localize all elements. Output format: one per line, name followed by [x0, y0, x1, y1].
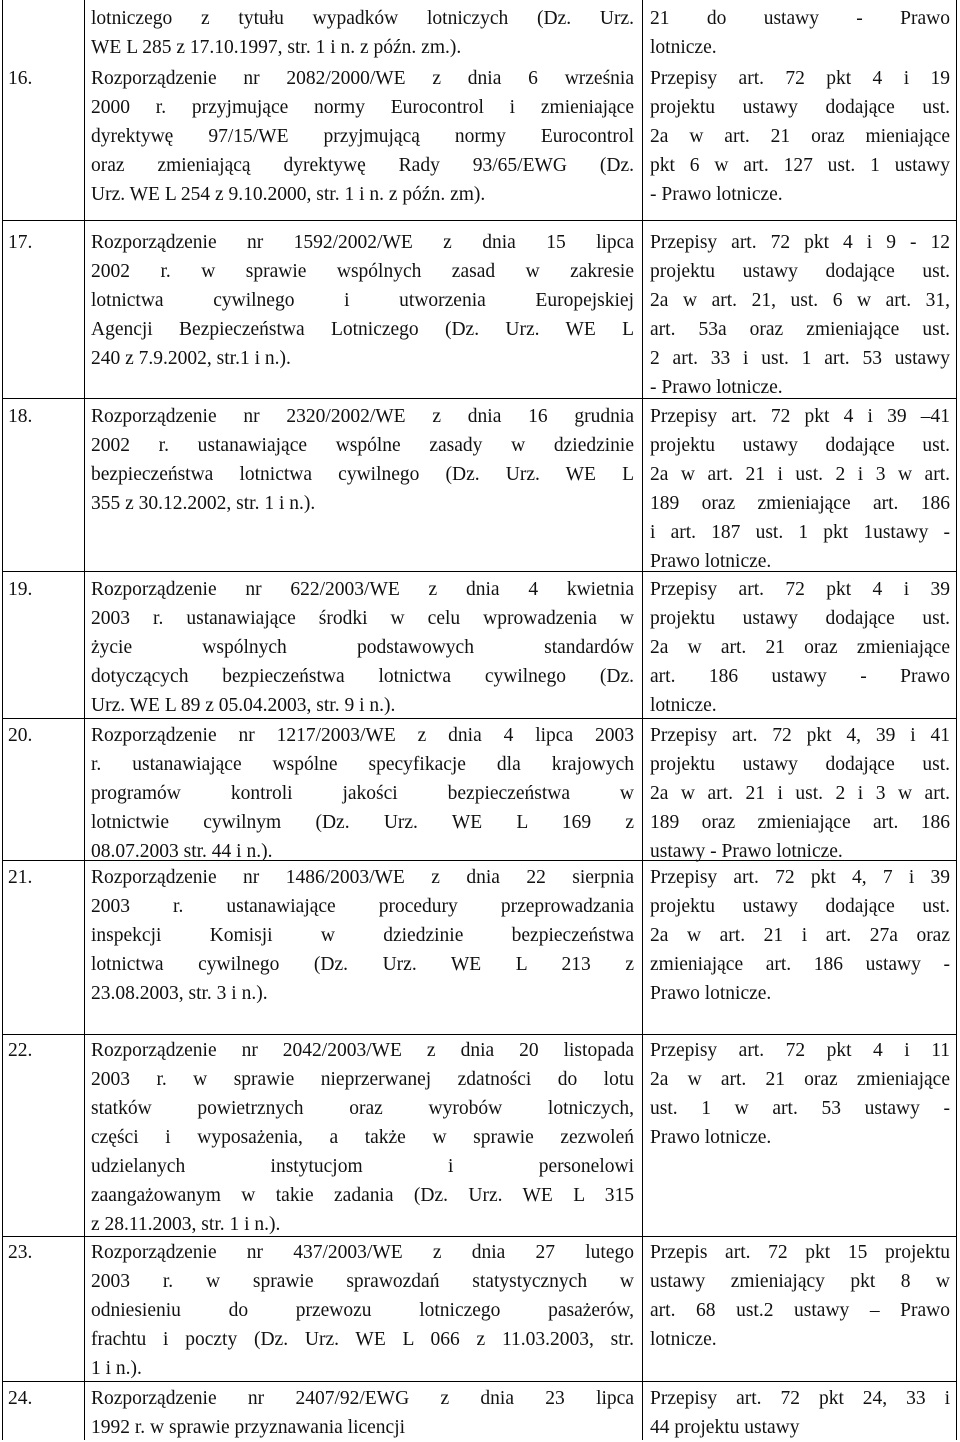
regulation-description-line: r. ustanawiające wspólne specyfikacje dla krajowych — [91, 754, 634, 775]
law-reference-line: lotnicze. — [650, 1329, 717, 1350]
regulation-description-line: udzielanych instytucjom i personelowi — [91, 1156, 634, 1177]
regulation-description-line: dotyczących bezpieczeństwa lotnictwa cywilnego (Dz. — [91, 666, 634, 687]
law-reference-line: ustawy zmieniający pkt 8 w — [650, 1271, 950, 1292]
regulation-description-line: 1 i n.). — [91, 1358, 142, 1379]
regulation-description-cell — [91, 64, 634, 209]
column-divider-reference — [642, 0, 643, 1440]
regulation-description-line: 2003 r. ustanawiające środki w celu wprowadzenia w — [91, 608, 634, 629]
regulation-description-line: odniesieniu do przewozu lotniczego pasażerów, — [91, 1300, 634, 1321]
law-reference-line: projektu ustawy dodające ust. — [650, 97, 950, 118]
regulation-description-line: oraz zmieniającą dyrektywę Rady 93/65/EWG (Dz. — [91, 155, 634, 176]
regulation-description-cell — [91, 721, 634, 866]
regulation-description-line: Rozporządzenie nr 2320/2002/WE z dnia 16 grudnia — [91, 406, 634, 427]
law-reference-line: Przepisy art. 72 pkt 4 i 19 — [650, 68, 950, 89]
law-reference-line: 2a w art. 21 i art. 27a oraz — [650, 925, 950, 946]
row-number-cell — [8, 1238, 83, 1267]
law-reference-line: Przepisy art. 72 pkt 4 i 9 - 12 — [650, 232, 950, 253]
law-reference-line: Przepisy art. 72 pkt 4 i 39 — [650, 579, 950, 600]
law-reference-line: Prawo lotnicze. — [650, 551, 772, 572]
law-reference-cell — [650, 1384, 950, 1442]
law-reference-cell — [650, 1238, 950, 1354]
row-divider — [2, 1034, 957, 1035]
regulation-description-line: zaangażowanym w takie zadania (Dz. Urz. WE L 315 — [91, 1185, 634, 1206]
law-reference-cell — [650, 228, 950, 402]
row-number-cell — [8, 4, 83, 33]
regulation-description-line: Rozporządzenie nr 622/2003/WE z dnia 4 kwietnia — [91, 579, 634, 600]
law-reference-line: lotnicze. — [650, 695, 717, 716]
regulation-description-line: Rozporządzenie nr 2042/2003/WE z dnia 20 listopada — [91, 1040, 634, 1061]
law-reference-line: Przepisy art. 72 pkt 4, 7 i 39 — [650, 867, 950, 888]
regulation-description-cell — [91, 4, 634, 62]
law-reference-line: 2a w art. 21, ust. 6 w art. 31, — [650, 290, 950, 311]
row-number: 19. — [8, 579, 33, 600]
row-number: 22. — [8, 1040, 33, 1061]
law-reference-line: ustawy - Prawo lotnicze. — [650, 841, 843, 862]
regulation-description-cell — [91, 863, 634, 1008]
row-number: 17. — [8, 232, 33, 253]
regulation-description-line: 2003 r. w sprawie nieprzerwanej zdatności do lotu — [91, 1069, 634, 1090]
law-reference-line: - Prawo lotnicze. — [650, 377, 783, 398]
law-reference-line: projektu ustawy dodające ust. — [650, 896, 950, 917]
regulation-description-cell — [91, 402, 634, 518]
regulation-description-line: inspekcji Komisji w dziedzinie bezpieczeństwa — [91, 925, 634, 946]
row-number-cell — [8, 863, 83, 892]
law-reference-cell — [650, 4, 950, 62]
regulation-description-line: Rozporządzenie nr 2082/2000/WE z dnia 6 września — [91, 68, 634, 89]
law-reference-line: i art. 187 ust. 1 pkt 1ustawy - — [650, 522, 950, 543]
regulation-description-line: statków powietrznych oraz wyrobów lotniczych, — [91, 1098, 634, 1119]
law-reference-line: Prawo lotnicze. — [650, 1127, 772, 1148]
regulation-description-line: 2003 r. ustanawiające procedury przeprowadzania — [91, 896, 634, 917]
regulation-description-line: 23.08.2003, str. 3 i n.). — [91, 983, 268, 1004]
regulation-description-line: 2003 r. w sprawie sprawozdań statystycznych w — [91, 1271, 634, 1292]
regulation-description-line: Rozporządzenie nr 1217/2003/WE z dnia 4 lipca 2003 — [91, 725, 634, 746]
regulation-description-line: 2002 r. ustanawiające wspólne zasady w dziedzinie — [91, 435, 634, 456]
law-reference-line: 2 art. 33 i ust. 1 art. 53 ustawy — [650, 348, 950, 369]
regulation-description-cell — [91, 575, 634, 720]
law-reference-line: pkt 6 w art. 127 ust. 1 ustawy — [650, 155, 950, 176]
row-number-cell — [8, 64, 83, 93]
law-reference-line: projektu ustawy dodające ust. — [650, 608, 950, 629]
regulation-description-line: Urz. WE L 89 z 05.04.2003, str. 9 i n.). — [91, 695, 396, 716]
regulation-description-line: lotniczego z tytułu wypadków lotniczych (Dz. Urz. — [91, 8, 634, 29]
regulation-description-cell — [91, 1384, 634, 1442]
row-number — [8, 4, 83, 33]
law-reference-line: - Prawo lotnicze. — [650, 184, 783, 205]
law-reference-line: 2a w art. 21 i ust. 2 i 3 w art. — [650, 464, 950, 485]
law-reference-cell — [650, 402, 950, 576]
law-reference-line: Przepisy art. 72 pkt 4 i 11 — [650, 1040, 950, 1061]
law-reference-line: Przepis art. 72 pkt 15 projektu — [650, 1242, 950, 1263]
regulation-description-line: 240 z 7.9.2002, str.1 i n.). — [91, 348, 291, 369]
law-reference-line: Przepisy art. 72 pkt 4 i 39 –41 — [650, 406, 950, 427]
row-number-cell — [8, 1384, 83, 1413]
law-reference-line: Przepisy art. 72 pkt 4, 39 i 41 — [650, 725, 950, 746]
law-reference-line: lotnicze. — [650, 37, 717, 58]
regulation-description-line: WE L 285 z 17.10.1997, str. 1 i n. z późn. zm.). — [91, 37, 462, 58]
law-reference-line: 2a w art. 21 oraz mieniające — [650, 126, 950, 147]
regulation-description-line: frachtu i poczty (Dz. Urz. WE L 066 z 11.03.2003, str. — [91, 1329, 634, 1350]
law-reference-cell — [650, 863, 950, 1008]
law-reference-line: art. 68 ust.2 ustawy – Prawo — [650, 1300, 950, 1321]
regulation-description-cell — [91, 228, 634, 373]
law-reference-line: 44 projektu ustawy — [650, 1417, 800, 1438]
law-reference-line: projektu ustawy dodające ust. — [650, 754, 950, 775]
column-divider-number — [84, 0, 85, 1440]
law-reference-cell — [650, 721, 950, 866]
regulation-description-line: lotnictwa cywilnego (Dz. Urz. WE L 213 z — [91, 954, 634, 975]
regulation-description-line: 1992 r. w sprawie przyznawania licencji — [91, 1417, 406, 1438]
regulation-description-line: 355 z 30.12.2002, str. 1 i n.). — [91, 493, 316, 514]
law-reference-line: 21 do ustawy - Prawo — [650, 8, 950, 29]
law-reference-line: 2a w art. 21 i ust. 2 i 3 w art. — [650, 783, 950, 804]
law-reference-line: art. 53a oraz zmieniające ust. — [650, 319, 950, 340]
regulation-description-line: części i wyposażenia, a także w sprawie zezwoleń — [91, 1127, 634, 1148]
regulation-description-cell — [91, 1238, 634, 1383]
row-number: 23. — [8, 1242, 33, 1263]
regulation-description-line: 2002 r. w sprawie wspólnych zasad w zakresie — [91, 261, 634, 282]
row-number: 24. — [8, 1388, 33, 1409]
row-number-cell — [8, 228, 83, 257]
regulation-description-line: Agencji Bezpieczeństwa Lotniczego (Dz. Urz. WE L — [91, 319, 634, 340]
regulation-description-line: z 28.11.2003, str. 1 i n.). — [91, 1214, 281, 1235]
law-reference-line: ust. 1 w art. 53 ustawy - — [650, 1098, 950, 1119]
law-reference-line: zmieniające art. 186 ustawy - — [650, 954, 950, 975]
row-number-cell — [8, 1036, 83, 1065]
regulation-description-cell — [91, 1036, 634, 1239]
regulation-description-line: Urz. WE L 254 z 9.10.2000, str. 1 i n. z późn. zm). — [91, 184, 486, 205]
regulation-description-line: lotnictwa cywilnego i utworzenia Europejskiej — [91, 290, 634, 311]
law-reference-line: projektu ustawy dodające ust. — [650, 435, 950, 456]
row-number: 18. — [8, 406, 33, 427]
row-number: 21. — [8, 867, 33, 888]
row-number: 20. — [8, 725, 33, 746]
row-number-cell — [8, 402, 83, 431]
law-reference-line: Przepisy art. 72 pkt 24, 33 i — [650, 1388, 950, 1409]
regulation-description-line: 2000 r. przyjmujące normy Eurocontrol i zmieniające — [91, 97, 634, 118]
regulation-description-line: lotnictwie cywilnym (Dz. Urz. WE L 169 z — [91, 812, 634, 833]
law-reference-line: 189 oraz zmieniające art. 186 — [650, 493, 950, 514]
law-reference-line: 189 oraz zmieniające art. 186 — [650, 812, 950, 833]
law-reference-line: 2a w art. 21 oraz zmieniające — [650, 637, 950, 658]
regulation-description-line: bezpieczeństwa lotnictwa cywilnego (Dz. Urz. WE L — [91, 464, 634, 485]
regulation-description-line: Rozporządzenie nr 2407/92/EWG z dnia 23 lipca — [91, 1388, 634, 1409]
law-reference-cell — [650, 64, 950, 209]
regulation-description-line: Rozporządzenie nr 437/2003/WE z dnia 27 lutego — [91, 1242, 634, 1263]
regulation-description-line: Rozporządzenie nr 1592/2002/WE z dnia 15 lipca — [91, 232, 634, 253]
regulation-description-line: dyrektywę 97/15/WE przyjmującą normy Eurocontrol — [91, 126, 634, 147]
law-reference-line: 2a w art. 21 oraz zmieniające — [650, 1069, 950, 1090]
regulation-description-line: życie wspólnych podstawowych standardów — [91, 637, 634, 658]
row-number-cell — [8, 721, 83, 750]
law-reference-cell — [650, 575, 950, 720]
regulation-description-line: programów kontroli jakości bezpieczeństwa w — [91, 783, 634, 804]
regulation-description-line: 08.07.2003 str. 44 i n.). — [91, 841, 273, 862]
law-reference-cell — [650, 1036, 950, 1152]
law-reference-line: projektu ustawy dodające ust. — [650, 261, 950, 282]
law-reference-line: Prawo lotnicze. — [650, 983, 772, 1004]
row-number-cell — [8, 575, 83, 604]
regulation-description-line: Rozporządzenie nr 1486/2003/WE z dnia 22 sierpnia — [91, 867, 634, 888]
law-reference-line: art. 186 ustawy - Prawo — [650, 666, 950, 687]
row-number: 16. — [8, 68, 33, 89]
row-divider — [2, 220, 957, 221]
